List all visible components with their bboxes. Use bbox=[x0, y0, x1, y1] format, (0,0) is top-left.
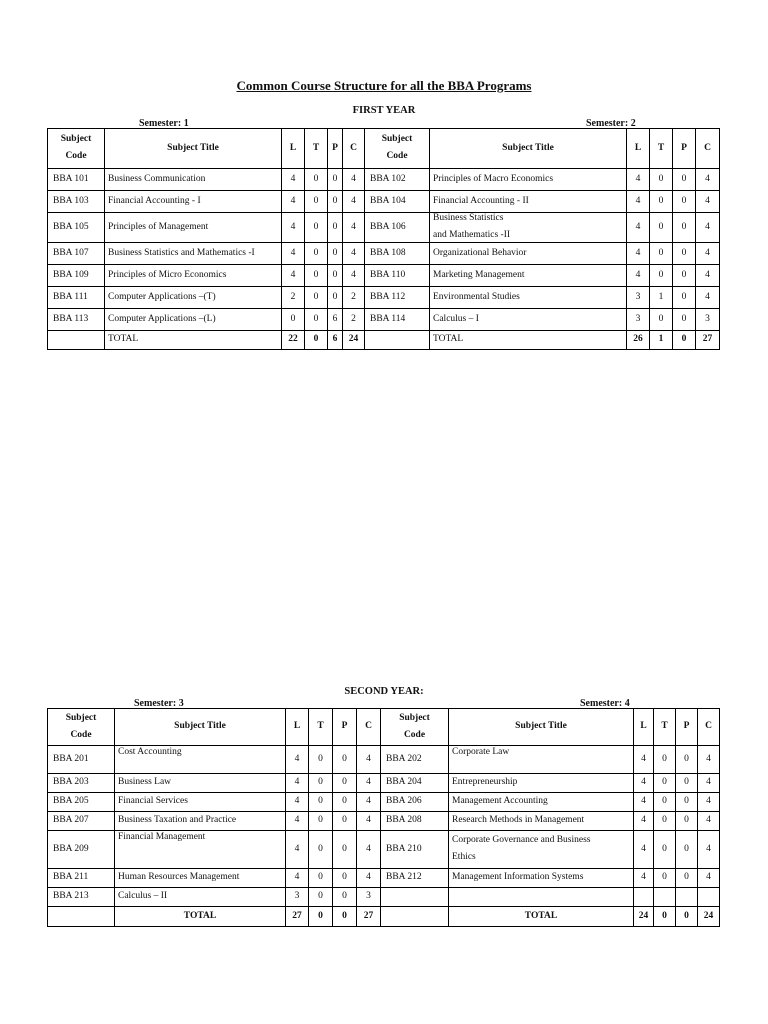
subject-title-cell bbox=[430, 213, 627, 243]
subject-code-cell: BBA 102 bbox=[365, 169, 430, 191]
credit-p-cell: 0 bbox=[673, 213, 696, 243]
credit-t-cell: 0 bbox=[650, 309, 673, 331]
credit-t-cell: 0 bbox=[309, 793, 333, 812]
credit-c-cell: 3 bbox=[357, 888, 381, 907]
credit-c-cell: 4 bbox=[698, 812, 720, 831]
semester-3-label: Semester: 3 bbox=[134, 698, 184, 709]
subject-title-line: Principles of Micro Economics bbox=[108, 269, 227, 280]
subject-title-cell bbox=[105, 287, 282, 309]
header-p: P bbox=[673, 129, 696, 169]
credit-l-cell: 4 bbox=[286, 812, 309, 831]
credit-c-cell: 4 bbox=[696, 169, 720, 191]
first-year-table bbox=[47, 128, 720, 350]
subject-code-cell: BBA 105 bbox=[48, 213, 105, 243]
header-t: T bbox=[650, 129, 673, 169]
credit-c-cell: 4 bbox=[357, 774, 381, 793]
credit-l-cell: 4 bbox=[634, 774, 654, 793]
credit-p-cell: 0 bbox=[333, 869, 357, 888]
header-t: T bbox=[654, 709, 676, 746]
subject-code-cell: BBA 101 bbox=[48, 169, 105, 191]
credit-l-cell: 4 bbox=[627, 191, 650, 213]
subject-title-cell bbox=[115, 746, 286, 774]
total-t-cell: 1 bbox=[650, 331, 673, 350]
total-p-cell: 0 bbox=[333, 907, 357, 927]
credit-l-cell: 4 bbox=[634, 869, 654, 888]
total-c-cell: 24 bbox=[698, 907, 720, 927]
subject-code-cell: BBA 212 bbox=[381, 869, 449, 888]
credit-c-cell: 4 bbox=[357, 746, 381, 774]
credit-l-cell: 4 bbox=[627, 243, 650, 265]
subject-title-cell bbox=[449, 774, 634, 793]
credit-p-cell: 0 bbox=[333, 793, 357, 812]
subject-code-cell: BBA 201 bbox=[48, 746, 115, 774]
table-row bbox=[48, 793, 720, 812]
credit-t-cell: 0 bbox=[305, 169, 328, 191]
header-l: L bbox=[634, 709, 654, 746]
header-l: L bbox=[286, 709, 309, 746]
total-empty-cell bbox=[48, 331, 105, 350]
subject-title-line: Business Statistics and Mathematics -I bbox=[108, 247, 255, 258]
table-row bbox=[48, 869, 720, 888]
header-c: C bbox=[357, 709, 381, 746]
total-l-cell: 26 bbox=[627, 331, 650, 350]
credit-l-cell: 4 bbox=[282, 169, 305, 191]
table-row bbox=[48, 265, 720, 287]
credit-p-cell: 0 bbox=[676, 746, 698, 774]
subject-title-cell bbox=[449, 812, 634, 831]
subject-title-line: Business Taxation and Practice bbox=[118, 815, 237, 826]
table-row bbox=[48, 287, 720, 309]
credit-l-cell: 0 bbox=[282, 309, 305, 331]
first-year-heading: FIRST YEAR bbox=[352, 105, 416, 116]
header-c: C bbox=[343, 129, 365, 169]
credit-l-cell: 4 bbox=[282, 191, 305, 213]
subject-title-line: Calculus – II bbox=[118, 891, 168, 902]
credit-c-cell: 4 bbox=[696, 287, 720, 309]
subject-code-cell: BBA 109 bbox=[48, 265, 105, 287]
table-row bbox=[48, 831, 720, 869]
table-row bbox=[48, 888, 720, 907]
credit-t-cell: 0 bbox=[654, 774, 676, 793]
credit-t-cell: 0 bbox=[309, 774, 333, 793]
credit-c-cell: 4 bbox=[343, 213, 365, 243]
subject-title-cell bbox=[449, 888, 634, 907]
credit-c-cell: 4 bbox=[698, 831, 720, 869]
header-subject-code: Subject Code bbox=[48, 129, 105, 169]
credit-p-cell: 0 bbox=[333, 831, 357, 869]
total-label: TOTAL bbox=[115, 907, 286, 927]
credit-c-cell: 4 bbox=[357, 812, 381, 831]
credit-p-cell: 6 bbox=[328, 309, 343, 331]
header-subject-title: Subject Title bbox=[430, 129, 627, 169]
credit-c-cell: 3 bbox=[696, 309, 720, 331]
subject-title-line: Calculus – I bbox=[433, 313, 479, 324]
credit-c-cell: 2 bbox=[343, 287, 365, 309]
subject-code-cell: BBA 110 bbox=[365, 265, 430, 287]
total-empty-cell bbox=[381, 907, 449, 927]
credit-c-cell: 4 bbox=[343, 191, 365, 213]
total-c-cell: 27 bbox=[696, 331, 720, 350]
credit-t-cell: 0 bbox=[654, 746, 676, 774]
subject-title-cell bbox=[449, 746, 634, 774]
subject-title-line: Corporate Governance and Business bbox=[452, 835, 591, 846]
table-row bbox=[48, 213, 720, 243]
subject-title-line: Principles of Macro Economics bbox=[433, 173, 554, 184]
subject-title-cell bbox=[115, 812, 286, 831]
subject-title-cell bbox=[430, 265, 627, 287]
table-header-row bbox=[48, 709, 720, 746]
subject-code-cell: BBA 205 bbox=[48, 793, 115, 812]
subject-title-cell bbox=[105, 309, 282, 331]
subject-title-line: Organizational Behavior bbox=[433, 247, 527, 258]
subject-code-cell: BBA 114 bbox=[365, 309, 430, 331]
credit-t-cell: 0 bbox=[309, 869, 333, 888]
subject-title-line: Environmental Studies bbox=[433, 291, 520, 302]
subject-title-cell bbox=[105, 213, 282, 243]
subject-code-cell: BBA 207 bbox=[48, 812, 115, 831]
total-t-cell: 0 bbox=[305, 331, 328, 350]
credit-t-cell: 0 bbox=[650, 191, 673, 213]
credit-c-cell: 4 bbox=[343, 169, 365, 191]
subject-code-cell: BBA 112 bbox=[365, 287, 430, 309]
credit-l-cell: 3 bbox=[627, 309, 650, 331]
subject-title-cell bbox=[115, 793, 286, 812]
credit-c-cell: 4 bbox=[696, 213, 720, 243]
subject-title-cell bbox=[115, 888, 286, 907]
table-row bbox=[48, 243, 720, 265]
subject-title-line: Business Communication bbox=[108, 173, 206, 184]
credit-l-cell: 4 bbox=[627, 169, 650, 191]
subject-title-line: Financial Services bbox=[118, 796, 188, 807]
subject-code-cell: BBA 202 bbox=[381, 746, 449, 774]
credit-p-cell: 0 bbox=[676, 869, 698, 888]
subject-title-line: Business Law bbox=[118, 777, 172, 788]
credit-p-cell: 0 bbox=[328, 243, 343, 265]
credit-p-cell: 0 bbox=[673, 169, 696, 191]
credit-c-cell: 4 bbox=[698, 869, 720, 888]
credit-c-cell: 4 bbox=[357, 869, 381, 888]
credit-l-cell: 3 bbox=[627, 287, 650, 309]
header-subject-title: Subject Title bbox=[449, 709, 634, 746]
total-t-cell: 0 bbox=[654, 907, 676, 927]
credit-p-cell: 0 bbox=[328, 169, 343, 191]
page-title: Common Course Structure for all the BBA Programs bbox=[236, 78, 532, 93]
subject-title-cell bbox=[430, 191, 627, 213]
credit-l-cell: 4 bbox=[627, 213, 650, 243]
header-subject-title: Subject Title bbox=[105, 129, 282, 169]
credit-p-cell: 0 bbox=[328, 287, 343, 309]
total-row bbox=[48, 331, 720, 350]
credit-l-cell: 4 bbox=[286, 746, 309, 774]
credit-l-cell: 4 bbox=[282, 243, 305, 265]
semester-4-label: Semester: 4 bbox=[580, 698, 630, 709]
subject-code-cell: BBA 209 bbox=[48, 831, 115, 869]
subject-title-line: Entrepreneurship bbox=[452, 777, 518, 788]
credit-p-cell bbox=[676, 888, 698, 907]
subject-title-cell bbox=[115, 774, 286, 793]
credit-l-cell: 4 bbox=[286, 793, 309, 812]
credit-t-cell: 0 bbox=[309, 746, 333, 774]
subject-title-line: Human Resources Management bbox=[118, 872, 240, 883]
credit-p-cell: 0 bbox=[673, 191, 696, 213]
subject-title-line: and Mathematics -II bbox=[433, 230, 511, 240]
credit-p-cell: 0 bbox=[673, 287, 696, 309]
semester-1-label: Semester: 1 bbox=[139, 118, 189, 129]
subject-title-line: Computer Applications –(L) bbox=[108, 313, 216, 324]
total-c-cell: 27 bbox=[357, 907, 381, 927]
subject-title-line: Financial Management bbox=[118, 832, 206, 842]
credit-p-cell: 0 bbox=[328, 265, 343, 287]
header-subject-code: Subject Code bbox=[365, 129, 430, 169]
credit-l-cell: 4 bbox=[286, 831, 309, 869]
total-l-cell: 24 bbox=[634, 907, 654, 927]
table-row bbox=[48, 746, 720, 774]
credit-t-cell: 0 bbox=[654, 869, 676, 888]
total-l-cell: 27 bbox=[286, 907, 309, 927]
subject-code-cell: BBA 107 bbox=[48, 243, 105, 265]
subject-code-cell: BBA 211 bbox=[48, 869, 115, 888]
credit-c-cell: 4 bbox=[696, 191, 720, 213]
total-empty-cell bbox=[365, 331, 430, 350]
subject-code-cell: BBA 204 bbox=[381, 774, 449, 793]
subject-title-line: Financial Accounting - II bbox=[433, 195, 529, 206]
subject-code-cell: BBA 208 bbox=[381, 812, 449, 831]
credit-l-cell: 2 bbox=[282, 287, 305, 309]
credit-c-cell: 4 bbox=[698, 774, 720, 793]
total-row bbox=[48, 907, 720, 927]
table-row bbox=[48, 812, 720, 831]
credit-p-cell: 0 bbox=[676, 831, 698, 869]
total-p-cell: 6 bbox=[328, 331, 343, 350]
subject-title-line: Management Information Systems bbox=[452, 872, 584, 883]
credit-t-cell: 0 bbox=[305, 213, 328, 243]
table-row bbox=[48, 169, 720, 191]
subject-title-cell bbox=[105, 243, 282, 265]
header-p: P bbox=[333, 709, 357, 746]
credit-t-cell: 0 bbox=[305, 309, 328, 331]
total-t-cell: 0 bbox=[309, 907, 333, 927]
credit-c-cell: 4 bbox=[357, 831, 381, 869]
subject-title-line: Cost Accounting bbox=[118, 747, 182, 757]
total-l-cell: 22 bbox=[282, 331, 305, 350]
subject-code-cell: BBA 213 bbox=[48, 888, 115, 907]
credit-t-cell bbox=[654, 888, 676, 907]
subject-title-line: Computer Applications –(T) bbox=[108, 291, 216, 302]
credit-t-cell: 0 bbox=[305, 287, 328, 309]
subject-title-cell bbox=[430, 243, 627, 265]
total-c-cell: 24 bbox=[343, 331, 365, 350]
credit-c-cell bbox=[698, 888, 720, 907]
credit-l-cell: 4 bbox=[282, 213, 305, 243]
total-empty-cell bbox=[48, 907, 115, 927]
credit-p-cell: 0 bbox=[333, 774, 357, 793]
header-p: P bbox=[676, 709, 698, 746]
credit-c-cell: 4 bbox=[357, 793, 381, 812]
credit-l-cell bbox=[634, 888, 654, 907]
table-header-row bbox=[48, 129, 720, 169]
credit-t-cell: 0 bbox=[305, 191, 328, 213]
subject-code-cell: BBA 113 bbox=[48, 309, 105, 331]
subject-title-line: Marketing Management bbox=[433, 269, 525, 280]
table-row bbox=[48, 309, 720, 331]
second-year-table bbox=[47, 708, 720, 927]
subject-code-cell: BBA 104 bbox=[365, 191, 430, 213]
subject-title-cell bbox=[449, 793, 634, 812]
credit-c-cell: 4 bbox=[343, 265, 365, 287]
credit-p-cell: 0 bbox=[328, 191, 343, 213]
subject-title-line: Financial Accounting - I bbox=[108, 195, 201, 206]
credit-t-cell: 0 bbox=[309, 812, 333, 831]
subject-code-cell: BBA 106 bbox=[365, 213, 430, 243]
credit-t-cell: 0 bbox=[650, 243, 673, 265]
credit-l-cell: 4 bbox=[282, 265, 305, 287]
credit-p-cell: 0 bbox=[333, 812, 357, 831]
credit-l-cell: 3 bbox=[286, 888, 309, 907]
header-t: T bbox=[309, 709, 333, 746]
credit-c-cell: 4 bbox=[698, 793, 720, 812]
credit-p-cell: 0 bbox=[328, 213, 343, 243]
credit-c-cell: 2 bbox=[343, 309, 365, 331]
subject-code-cell: BBA 111 bbox=[48, 287, 105, 309]
subject-title-cell bbox=[115, 869, 286, 888]
credit-l-cell: 4 bbox=[634, 812, 654, 831]
subject-code-cell: BBA 108 bbox=[365, 243, 430, 265]
subject-title-line: Principles of Management bbox=[108, 221, 209, 232]
credit-l-cell: 4 bbox=[627, 265, 650, 287]
header-c: C bbox=[698, 709, 720, 746]
subject-title-cell bbox=[449, 831, 634, 869]
second-year-heading: SECOND YEAR: bbox=[344, 686, 424, 697]
subject-code-cell: BBA 206 bbox=[381, 793, 449, 812]
header-subject-code: Subject Code bbox=[48, 709, 115, 746]
credit-t-cell: 0 bbox=[650, 169, 673, 191]
subject-title-line: Research Methods in Management bbox=[452, 815, 585, 826]
credit-t-cell: 0 bbox=[309, 831, 333, 869]
header-subject-title: Subject Title bbox=[115, 709, 286, 746]
subject-title-line: Corporate Law bbox=[452, 747, 510, 757]
table-row bbox=[48, 774, 720, 793]
subject-title-cell bbox=[115, 831, 286, 869]
subject-title-cell bbox=[105, 169, 282, 191]
credit-l-cell: 4 bbox=[634, 746, 654, 774]
subject-title-cell bbox=[430, 287, 627, 309]
credit-l-cell: 4 bbox=[286, 774, 309, 793]
subject-title-cell bbox=[105, 265, 282, 287]
subject-title-line: Business Statistics bbox=[433, 213, 504, 224]
semester-2-label: Semester: 2 bbox=[586, 118, 636, 129]
credit-t-cell: 0 bbox=[305, 243, 328, 265]
header-c: C bbox=[696, 129, 720, 169]
credit-l-cell: 4 bbox=[286, 869, 309, 888]
credit-p-cell: 0 bbox=[673, 309, 696, 331]
table-row bbox=[48, 191, 720, 213]
credit-p-cell: 0 bbox=[673, 243, 696, 265]
subject-code-cell bbox=[381, 888, 449, 907]
credit-t-cell: 0 bbox=[650, 213, 673, 243]
subject-title-cell bbox=[449, 869, 634, 888]
credit-l-cell: 4 bbox=[634, 831, 654, 869]
credit-p-cell: 0 bbox=[673, 265, 696, 287]
credit-t-cell: 0 bbox=[309, 888, 333, 907]
credit-t-cell: 0 bbox=[654, 793, 676, 812]
total-label: TOTAL bbox=[430, 331, 627, 350]
subject-code-cell: BBA 210 bbox=[381, 831, 449, 869]
credit-p-cell: 0 bbox=[676, 812, 698, 831]
credit-c-cell: 4 bbox=[696, 243, 720, 265]
credit-t-cell: 1 bbox=[650, 287, 673, 309]
credit-p-cell: 0 bbox=[676, 793, 698, 812]
subject-title-line: Management Accounting bbox=[452, 796, 548, 807]
header-subject-code: Subject Code bbox=[381, 709, 449, 746]
credit-t-cell: 0 bbox=[305, 265, 328, 287]
credit-t-cell: 0 bbox=[650, 265, 673, 287]
subject-title-cell bbox=[430, 309, 627, 331]
subject-code-cell: BBA 203 bbox=[48, 774, 115, 793]
total-label: TOTAL bbox=[105, 331, 282, 350]
header-l: L bbox=[282, 129, 305, 169]
credit-c-cell: 4 bbox=[698, 746, 720, 774]
total-p-cell: 0 bbox=[676, 907, 698, 927]
credit-c-cell: 4 bbox=[696, 265, 720, 287]
total-label: TOTAL bbox=[449, 907, 634, 927]
credit-p-cell: 0 bbox=[333, 888, 357, 907]
credit-t-cell: 0 bbox=[654, 831, 676, 869]
subject-title-cell bbox=[430, 169, 627, 191]
credit-p-cell: 0 bbox=[333, 746, 357, 774]
credit-l-cell: 4 bbox=[634, 793, 654, 812]
header-l: L bbox=[627, 129, 650, 169]
subject-code-cell: BBA 103 bbox=[48, 191, 105, 213]
total-p-cell: 0 bbox=[673, 331, 696, 350]
subject-title-cell bbox=[105, 191, 282, 213]
header-p: P bbox=[328, 129, 343, 169]
subject-title-line: Ethics bbox=[452, 852, 476, 862]
credit-c-cell: 4 bbox=[343, 243, 365, 265]
credit-p-cell: 0 bbox=[676, 774, 698, 793]
credit-t-cell: 0 bbox=[654, 812, 676, 831]
header-t: T bbox=[305, 129, 328, 169]
